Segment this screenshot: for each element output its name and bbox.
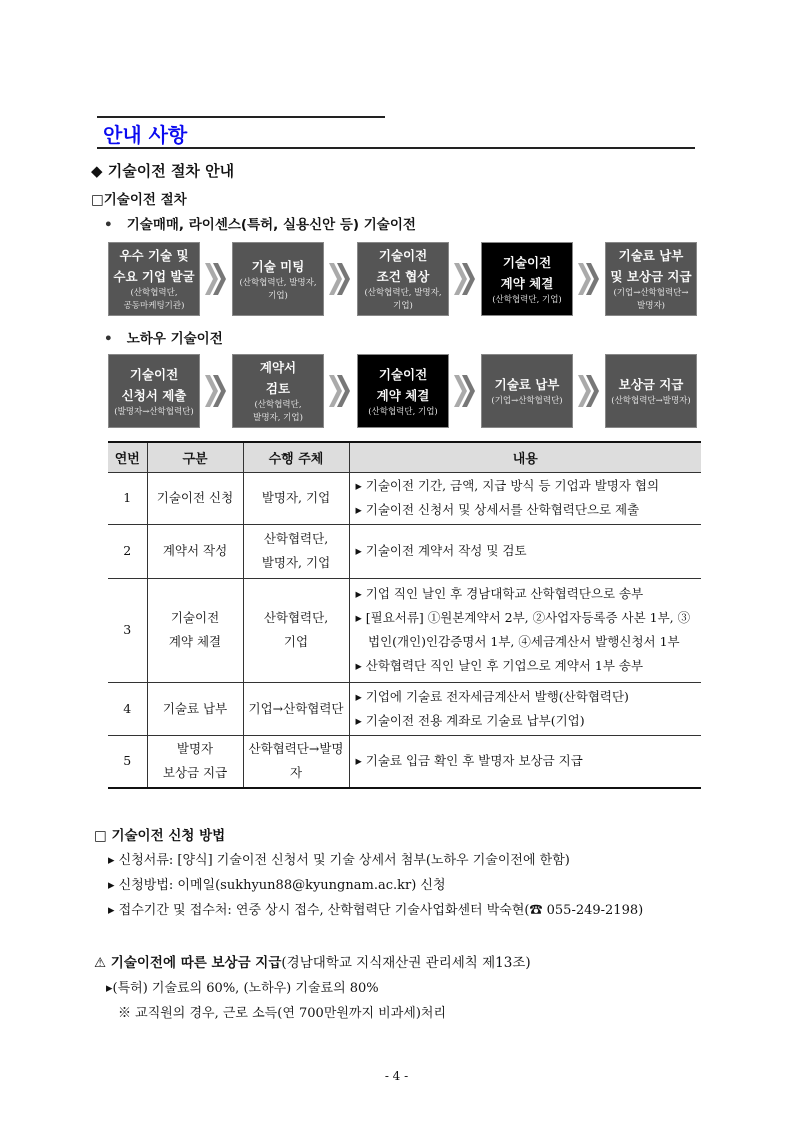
flow-step xyxy=(232,354,324,428)
step-actors: (산학협력단, 기업) xyxy=(368,406,438,417)
cell-line: 기업 xyxy=(283,634,309,649)
step-actors: (산학협력단, xyxy=(130,288,178,298)
cell-line: 발명자, 기업 xyxy=(261,555,331,570)
row-content xyxy=(349,472,701,524)
row-content xyxy=(349,524,701,578)
row-number: 4 xyxy=(108,682,147,735)
step-title: 우수 기술 및 xyxy=(119,248,189,263)
step-title: 기술 미팅 xyxy=(251,258,305,274)
apply-item xyxy=(108,874,446,893)
title-rule xyxy=(97,147,695,149)
step-actors: (산학협력단, 발명자, xyxy=(239,277,317,288)
step-actors: 기업) xyxy=(393,301,413,311)
table-row xyxy=(108,472,701,524)
flow2-label: • 노하우 기술이전 xyxy=(104,331,223,347)
cell-line: 보상금 지급 xyxy=(162,765,228,781)
content-line: ▸ 기술이전 계약서 작성 및 검토 xyxy=(355,543,527,558)
step-title: 계약 체결 xyxy=(500,275,554,291)
row-actor xyxy=(243,735,349,788)
flow1-label: • 기술매매, 라이센스(특허, 실용신안 등) 기술이전 xyxy=(104,217,416,233)
apply-method-heading: □ 기술이전 신청 방법 xyxy=(94,828,226,844)
compensation-heading: ⚠ 기술이전에 따른 보상금 지급(경남대학교 지식재산권 관리세칙 제13조) xyxy=(94,955,531,971)
cell-line: 기술이전 xyxy=(170,610,220,625)
row-content xyxy=(349,682,701,735)
page-number: - 4 - xyxy=(384,1069,409,1083)
row-number: 2 xyxy=(108,524,147,578)
step-actors: (기업→산학협력단→ xyxy=(613,288,689,298)
table-row xyxy=(108,735,701,788)
row-number: 1 xyxy=(108,472,147,524)
content-line: ▸ 산학협력단 직인 날인 후 기업으로 계약서 1부 송부 xyxy=(355,658,644,673)
bullet-icon: ▸ xyxy=(108,878,119,893)
flow-step xyxy=(232,242,324,316)
chevron-right-icon xyxy=(329,263,351,295)
step-actors: 기업) xyxy=(268,290,288,301)
chevron-right-icon xyxy=(454,375,476,407)
row-actor xyxy=(243,578,349,682)
step-actors: 발명자, 기업) xyxy=(253,413,303,423)
row-cat xyxy=(147,524,243,578)
subsection-heading: □기술이전 절차 xyxy=(91,192,187,208)
content-line: ▸ 기술이전 전용 계좌로 기술료 납부(기업) xyxy=(355,712,585,728)
top-rule xyxy=(97,116,385,118)
cell-line: 발명자, 기업 xyxy=(261,490,331,505)
flow-step xyxy=(357,242,449,316)
row-actor xyxy=(243,472,349,524)
apply-item xyxy=(108,899,643,918)
apply-item-text: 신청서류: [양식] 기술이전 신청서 및 기술 상세서 첨부(노하우 기술이전에 한함) xyxy=(118,853,570,868)
row-content xyxy=(349,578,701,682)
flow-step xyxy=(108,242,200,316)
bullet-icon: ▸ xyxy=(108,853,119,868)
flow-step xyxy=(481,242,573,316)
step-actors: (산학협력단, 기업) xyxy=(492,294,562,305)
row-actor xyxy=(243,682,349,735)
row-actor xyxy=(243,524,349,578)
chevron-right-icon xyxy=(454,263,476,295)
content-line: ▸ 기업에 기술료 전자세금계산서 발행(산학협력단) xyxy=(355,688,629,704)
step-title: 신청서 제출 xyxy=(121,387,187,403)
table-row xyxy=(108,578,701,682)
step-title: 기술이전 xyxy=(378,366,428,382)
step-actors: 공동마케팅기관) xyxy=(123,301,185,311)
table-header: 수행 주체 xyxy=(243,442,349,472)
row-content xyxy=(349,735,701,788)
cell-line: 기술료 납부 xyxy=(162,700,228,716)
content-line: ▸ [필요서류] ①원본계약서 2부, ②사업자등록증 사본 1부, ③ xyxy=(355,610,691,625)
row-cat xyxy=(147,735,243,788)
content-line: ▸ 기술이전 기간, 금액, 지급 방식 등 기업과 발명자 협의 xyxy=(355,478,660,493)
step-title: 및 보상금 지급 xyxy=(610,269,692,284)
flow-step xyxy=(605,242,697,316)
step-title: 기술료 납부 xyxy=(494,377,560,392)
step-title: 기술이전 xyxy=(502,254,552,270)
step-title: 수요 기업 발굴 xyxy=(113,269,195,284)
cell-line: 기술이전 신청 xyxy=(156,490,234,505)
step-title: 기술이전 xyxy=(129,366,179,382)
flow-step xyxy=(357,354,449,428)
section-heading: ◆ 기술이전 절차 안내 xyxy=(91,162,235,180)
row-cat xyxy=(147,682,243,735)
step-actors: (발명자→산학협력단) xyxy=(114,406,194,417)
table-header: 구분 xyxy=(147,442,243,472)
chevron-right-icon xyxy=(578,263,600,295)
step-actors: (산학협력단→발명자) xyxy=(611,396,691,406)
chevron-right-icon xyxy=(578,375,600,407)
step-title: 계약 체결 xyxy=(376,387,430,403)
chevron-right-icon xyxy=(205,263,227,295)
content-line: ▸ 기술이전 신청서 및 상세서를 산학협력단으로 제출 xyxy=(355,502,640,517)
apply-item-text: 신청방법: 이메일(sukhyun88@kyungnam.ac.kr) 신청 xyxy=(118,878,446,893)
apply-item-text: 접수기간 및 접수처: 연중 상시 접수, 산학협력단 기술사업화센터 박숙현(☎ 055-249-2198) xyxy=(118,903,644,918)
step-title: 기술이전 xyxy=(378,248,428,263)
flow-step xyxy=(108,354,200,428)
cell-line: 산학협력단, xyxy=(263,531,329,546)
step-title: 계약서 xyxy=(259,360,297,375)
cell-line: 기업→산학협력단 xyxy=(248,700,344,716)
step-actors: (산학협력단, 발명자, xyxy=(364,288,442,298)
compensation-rate: ▸(특허) 기술료의 60%, (노하우) 기술료의 80% xyxy=(106,981,379,996)
step-title: 검토 xyxy=(265,381,291,396)
chevron-right-icon xyxy=(205,375,227,407)
step-actors: 발명자) xyxy=(637,301,665,311)
row-cat xyxy=(147,578,243,682)
content-line: ▸ 기술료 입금 확인 후 발명자 보상금 지급 xyxy=(355,753,583,769)
table-header: 연번 xyxy=(108,442,147,472)
row-number: 3 xyxy=(108,578,147,682)
cell-line: 계약서 작성 xyxy=(162,543,228,558)
cell-line: 산학협력단→발명자 xyxy=(248,741,344,781)
procedure-table xyxy=(108,441,701,789)
apply-item xyxy=(108,849,570,868)
step-title: 기술료 납부 xyxy=(618,248,684,263)
flow-step xyxy=(605,354,697,428)
chevron-right-icon xyxy=(329,375,351,407)
row-number: 5 xyxy=(108,735,147,788)
page-title: 안내 사항 xyxy=(103,123,188,147)
bullet-icon: ▸ xyxy=(108,903,119,918)
content-line: 법인(개인)인감증명서 1부, ④세금계산서 발행신청서 1부 xyxy=(355,634,680,649)
content-line: ▸ 기업 직인 날인 후 경남대학교 산학협력단으로 송부 xyxy=(355,586,644,601)
flow-step xyxy=(481,354,573,428)
row-cat xyxy=(147,472,243,524)
table-row xyxy=(108,682,701,735)
cell-line: 산학협력단, xyxy=(263,610,329,625)
table-header: 내용 xyxy=(349,442,701,472)
step-actors: (기업→산학협력단) xyxy=(491,396,563,406)
step-title: 조건 협상 xyxy=(376,269,430,284)
compensation-note: ※ 교직원의 경우, 근로 소득(연 700만원까지 비과세)처리 xyxy=(118,1006,447,1021)
table-row xyxy=(108,524,701,578)
cell-line: 발명자 xyxy=(176,741,214,757)
cell-line: 계약 체결 xyxy=(168,634,222,649)
step-actors: (산학협력단, xyxy=(254,400,302,410)
step-title: 보상금 지급 xyxy=(618,377,684,392)
